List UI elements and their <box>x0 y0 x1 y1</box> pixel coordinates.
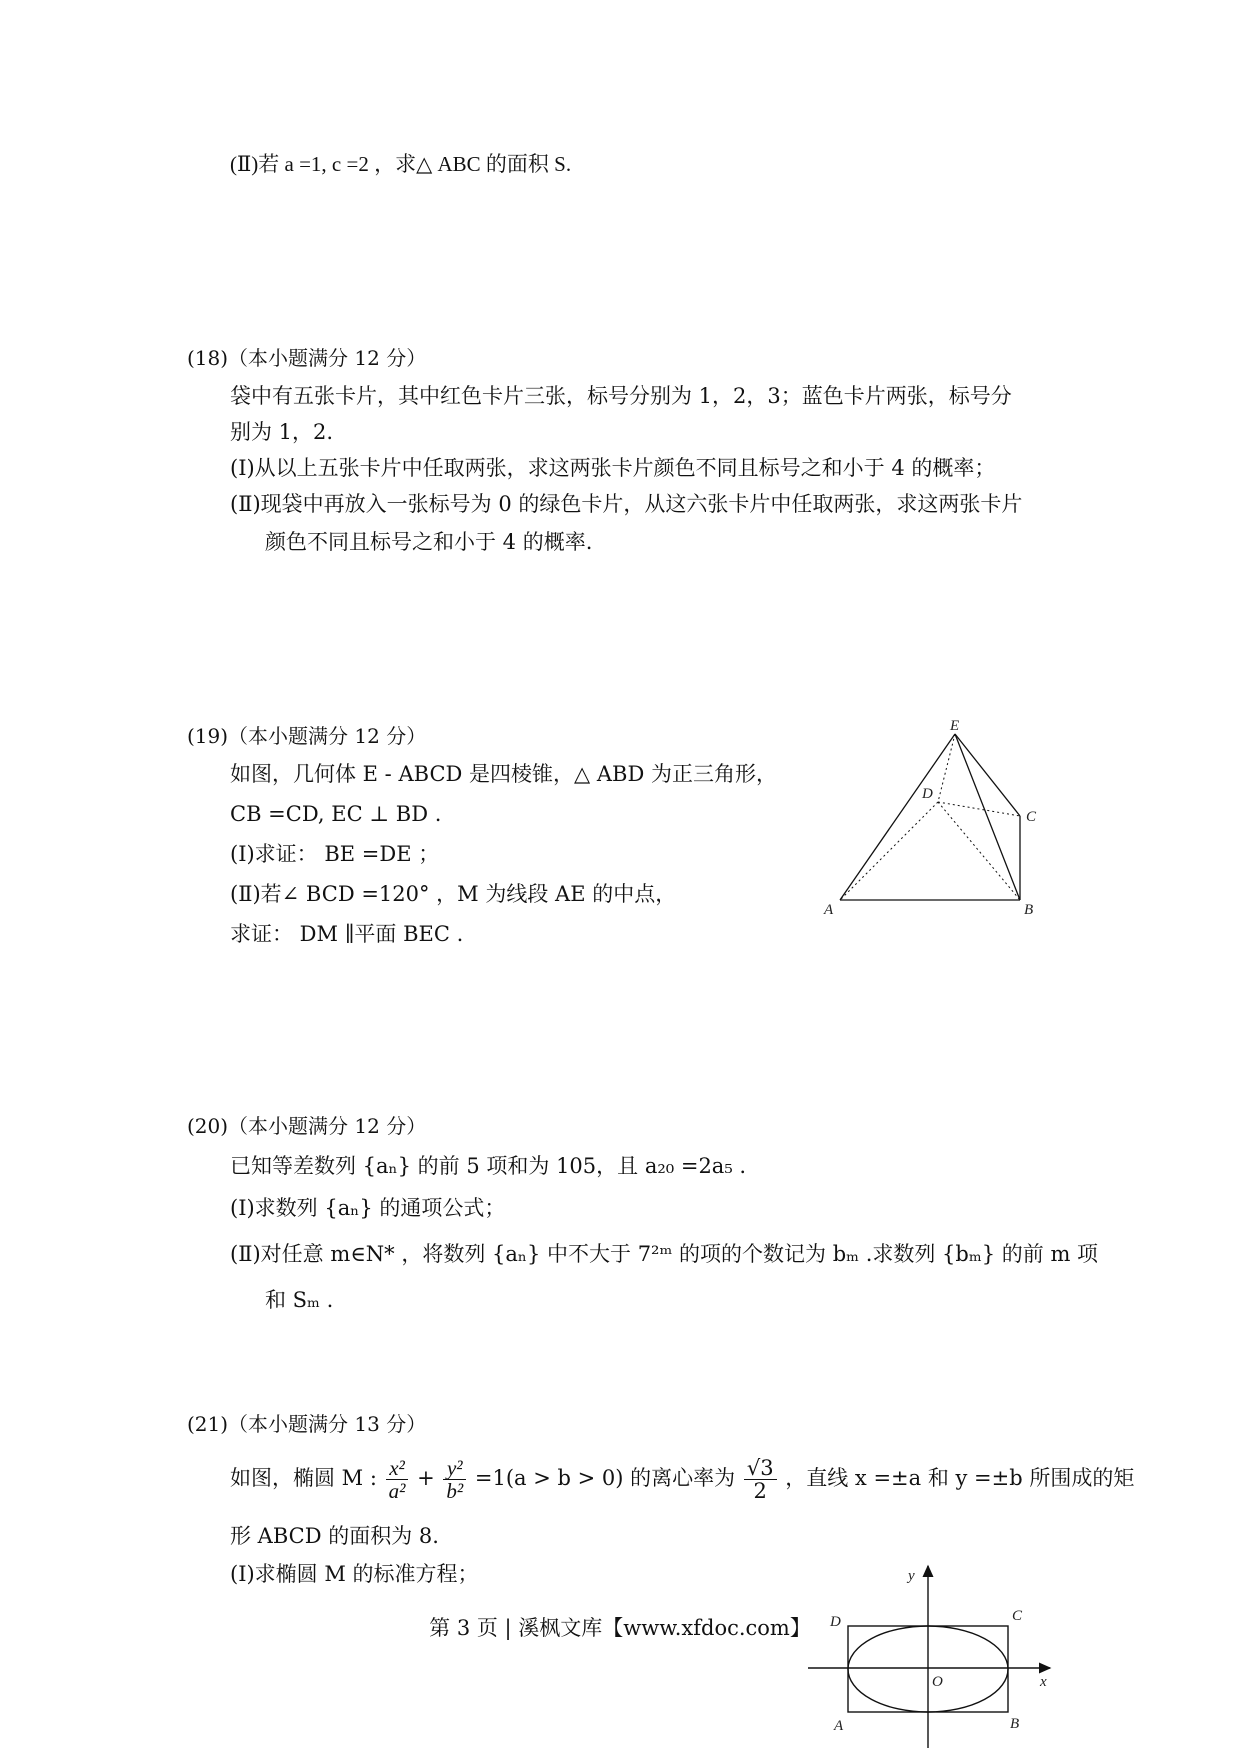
label-D2: D <box>830 1614 841 1630</box>
frac-y-den: b² <box>446 1479 464 1503</box>
q21-plus: + <box>417 1466 435 1490</box>
q20-part2-line2: 和 Sₘ . <box>265 1288 334 1312</box>
axis-x-label: x <box>1040 1674 1047 1690</box>
label-C: C <box>1026 809 1037 825</box>
frac-e-den: 2 <box>753 1479 767 1503</box>
q21-line1-c: ，直线 x =±a 和 y =±b 所围成的矩 <box>785 1466 1135 1490</box>
q20-part2-line1: (Ⅱ)对任意 m∈N* ，将数列 {aₙ} 中不大于 7²ᵐ 的项的个数记为 bₘ .求数列 {bₘ} 的前 m 项 <box>230 1242 1099 1266</box>
q19-line2: CB =CD, EC ⊥ BD . <box>230 802 442 826</box>
label-C2: C <box>1012 1608 1023 1624</box>
q21-line1 <box>230 1448 1134 1508</box>
frac-x-num: x² <box>386 1457 409 1480</box>
q19-part1: (Ⅰ)求证： BE =DE ； <box>230 842 440 866</box>
page-footer: 第 3 页 | 溪枫文库【www.xfdoc.com】 <box>429 1616 811 1640</box>
q20-line1: 已知等差数列 {aₙ} 的前 5 项和为 105，且 a₂₀ =2a₅ . <box>230 1154 747 1178</box>
label-B: B <box>1024 902 1034 918</box>
pyramid-figure <box>820 720 1070 920</box>
q20-part1: (Ⅰ)求数列 {aₙ} 的通项公式； <box>230 1196 506 1220</box>
q18-header: (18)（本小题满分 12 分） <box>187 346 427 370</box>
label-O: O <box>932 1674 943 1690</box>
q20-header: (20)（本小题满分 12 分） <box>187 1114 427 1138</box>
ellipse-figure <box>800 1560 1060 1750</box>
q17-part2: (Ⅱ)若 a =1, c =2 ，求△ ABC 的面积 S. <box>230 152 572 176</box>
q21-line2: 形 ABCD 的面积为 8. <box>230 1524 439 1548</box>
label-D: D <box>922 786 933 802</box>
q21-line1-b: =1(a > b > 0) 的离心率为 <box>474 1466 736 1490</box>
frac-x-den: a² <box>388 1479 406 1503</box>
q21-header: (21)（本小题满分 13 分） <box>187 1412 427 1436</box>
q19-part2b: 求证： DM ∥平面 BEC . <box>230 922 464 946</box>
frac-y-num: y² <box>443 1457 466 1480</box>
q21-part1: (Ⅰ)求椭圆 M 的标准方程； <box>230 1562 479 1586</box>
q19-header: (19)（本小题满分 12 分） <box>187 724 427 748</box>
q21-frac-e <box>744 1457 777 1502</box>
q18-part1: (Ⅰ)从以上五张卡片中任取两张，求这两张卡片颜色不同且标号之和小于 4 的概率； <box>230 456 996 480</box>
label-A2: A <box>834 1718 844 1734</box>
label-B2: B <box>1010 1716 1020 1732</box>
q21-frac-y <box>443 1457 466 1502</box>
q19-line1: 如图，几何体 E - ABCD 是四棱锥，△ ABD 为正三角形， <box>230 762 777 786</box>
q18-line2: 别为 1，2. <box>230 420 334 444</box>
label-A: A <box>824 902 834 918</box>
q19-part2: (Ⅱ)若∠ BCD =120° ，M 为线段 AE 的中点， <box>230 882 677 906</box>
q18-part2-line2: 颜色不同且标号之和小于 4 的概率. <box>265 530 593 554</box>
q18-line1: 袋中有五张卡片，其中红色卡片三张，标号分别为 1，2，3；蓝色卡片两张，标号分 <box>230 384 1012 408</box>
axis-y-label: y <box>908 1568 915 1584</box>
q21-frac-x <box>386 1457 409 1502</box>
frac-e-num: √3 <box>744 1457 777 1480</box>
label-E: E <box>950 720 960 734</box>
q18-part2-line1: (Ⅱ)现袋中再放入一张标号为 0 的绿色卡片，从这六张卡片中任取两张，求这两张卡片 <box>230 492 1023 516</box>
q21-line1-a: 如图，椭圆 M : <box>230 1466 377 1490</box>
